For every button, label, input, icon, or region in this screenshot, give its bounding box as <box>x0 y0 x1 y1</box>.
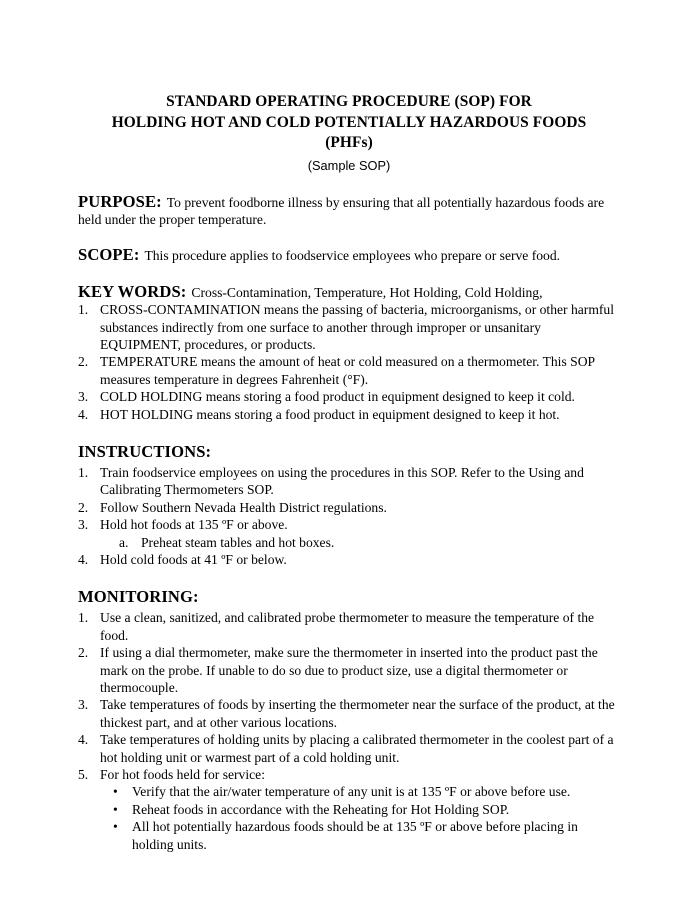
document-title-line-3: (PHFs) <box>325 134 373 151</box>
bullet-icon: • <box>113 801 118 817</box>
instructions-heading: INSTRUCTIONS: <box>78 441 212 461</box>
list-item-text: CROSS-CONTAMINATION means the passing of bacteria, microorganisms, or other harmful substances indirectly from one surface to another through improper or unsanitary EQUIPMENT, procedures, or products. <box>100 302 614 352</box>
list-marker: 1. <box>78 302 89 318</box>
purpose-section <box>78 193 620 229</box>
purpose-paragraph <box>78 193 620 229</box>
list-item <box>113 818 620 853</box>
list-item <box>78 609 620 644</box>
list-marker: 2. <box>78 499 89 515</box>
list-item-text: Use a clean, sanitized, and calibrated probe thermometer to measure the temperature of the food. <box>100 610 595 643</box>
list-marker: a. <box>119 534 129 550</box>
document-title-block <box>78 92 620 175</box>
instructions-list <box>78 464 620 534</box>
monitoring-heading: MONITORING: <box>78 587 199 607</box>
list-item-text: For hot foods held for service: <box>100 767 265 783</box>
list-item <box>113 801 620 818</box>
scope-heading: SCOPE: <box>78 245 140 265</box>
list-item-text: Preheat steam tables and hot boxes. <box>141 534 335 550</box>
list-item-text: Take temperatures of holding units by placing a calibrated thermometer in the coolest part of a hot holding unit or warmest part of a cold holding unit. <box>100 732 614 765</box>
list-item-text: Reheat foods in accordance with the Reheating for Hot Holding SOP. <box>132 801 510 817</box>
list-item <box>78 766 620 783</box>
list-item <box>78 388 620 405</box>
list-item <box>78 731 620 766</box>
purpose-text: To prevent foodborne illness by ensuring that all potentially hazardous foods are held under the proper temperature. <box>78 194 605 227</box>
monitoring-list <box>78 609 620 783</box>
instructions-list-continued <box>78 551 620 568</box>
monitoring-section <box>78 586 620 853</box>
list-marker: 5. <box>78 767 89 783</box>
list-item-text: COLD HOLDING means storing a food product in equipment designed to keep it cold. <box>100 389 575 405</box>
list-item <box>78 301 620 353</box>
scope-section <box>78 246 620 264</box>
document-subtitle: (Sample SOP) <box>307 157 391 173</box>
list-marker: 2. <box>78 354 89 370</box>
instructions-section <box>78 441 620 568</box>
key-words-text: Cross-Contamination, Temperature, Hot Holding, Cold Holding, <box>191 284 543 300</box>
instructions-sub-list <box>119 534 620 551</box>
key-words-paragraph <box>78 283 620 301</box>
list-item <box>78 516 620 533</box>
list-item-text: TEMPERATURE means the amount of heat or cold measured on a thermometer. This SOP measures temperature in degrees Fahrenheit (°F). <box>100 354 595 387</box>
document-title-line-1: STANDARD OPERATING PROCEDURE (SOP) FOR <box>166 93 532 110</box>
list-item <box>78 696 620 731</box>
scope-text: This procedure applies to foodservice employees who prepare or serve food. <box>144 248 561 264</box>
list-item-text: If using a dial thermometer, make sure the thermometer in inserted into the product past the mark on the probe. If unable to do so due to product size, use a digital thermometer or thermocouple. <box>100 645 598 696</box>
list-item-text: Train foodservice employees on using the procedures in this SOP. Refer to the Using and Calibrating Thermometers SOP. <box>100 464 584 498</box>
list-marker: 4. <box>78 552 89 567</box>
list-item-text: Hold cold foods at 41 ºF or below. <box>100 552 287 567</box>
list-item-text: Hold hot foods at 135 ºF or above. <box>100 517 288 533</box>
list-item <box>78 464 620 499</box>
key-words-list <box>78 301 620 423</box>
purpose-heading: PURPOSE: <box>78 191 162 211</box>
list-marker: 1. <box>78 464 89 480</box>
document-title-line-2: HOLDING HOT AND COLD POTENTIALLY HAZARDOUS FOODS <box>111 113 587 131</box>
scope-paragraph <box>78 246 620 264</box>
list-item-text: All hot potentially hazardous foods should be at 135 ºF or above before placing in holding units. <box>132 819 578 852</box>
list-item <box>78 644 620 696</box>
list-marker: 2. <box>78 645 89 661</box>
key-words-heading: KEY WORDS: <box>78 281 187 301</box>
list-marker: 4. <box>78 732 89 748</box>
list-marker: 3. <box>78 697 89 713</box>
list-item <box>113 783 620 800</box>
list-item-text: Take temperatures of foods by inserting the thermometer near the surface of the product, at the thickest part, and at other various locations. <box>100 697 615 730</box>
list-marker: 1. <box>78 610 89 626</box>
monitoring-bullet-list <box>113 783 620 853</box>
list-marker: 3. <box>78 517 89 533</box>
bullet-icon: • <box>113 819 118 835</box>
list-item-text: HOT HOLDING means storing a food product in equipment designed to keep it hot. <box>100 406 560 422</box>
list-item <box>78 499 620 516</box>
list-item-text: Verify that the air/water temperature of any unit is at 135 ºF or above before use. <box>132 784 571 800</box>
bullet-icon: • <box>113 784 118 800</box>
list-item <box>78 551 620 568</box>
list-item-text: Follow Southern Nevada Health District regulations. <box>100 499 387 515</box>
key-words-section <box>78 283 620 423</box>
list-marker: 4. <box>78 406 89 422</box>
list-item <box>78 406 620 423</box>
list-marker: 3. <box>78 389 89 405</box>
list-item <box>78 353 620 388</box>
list-item <box>119 534 620 551</box>
